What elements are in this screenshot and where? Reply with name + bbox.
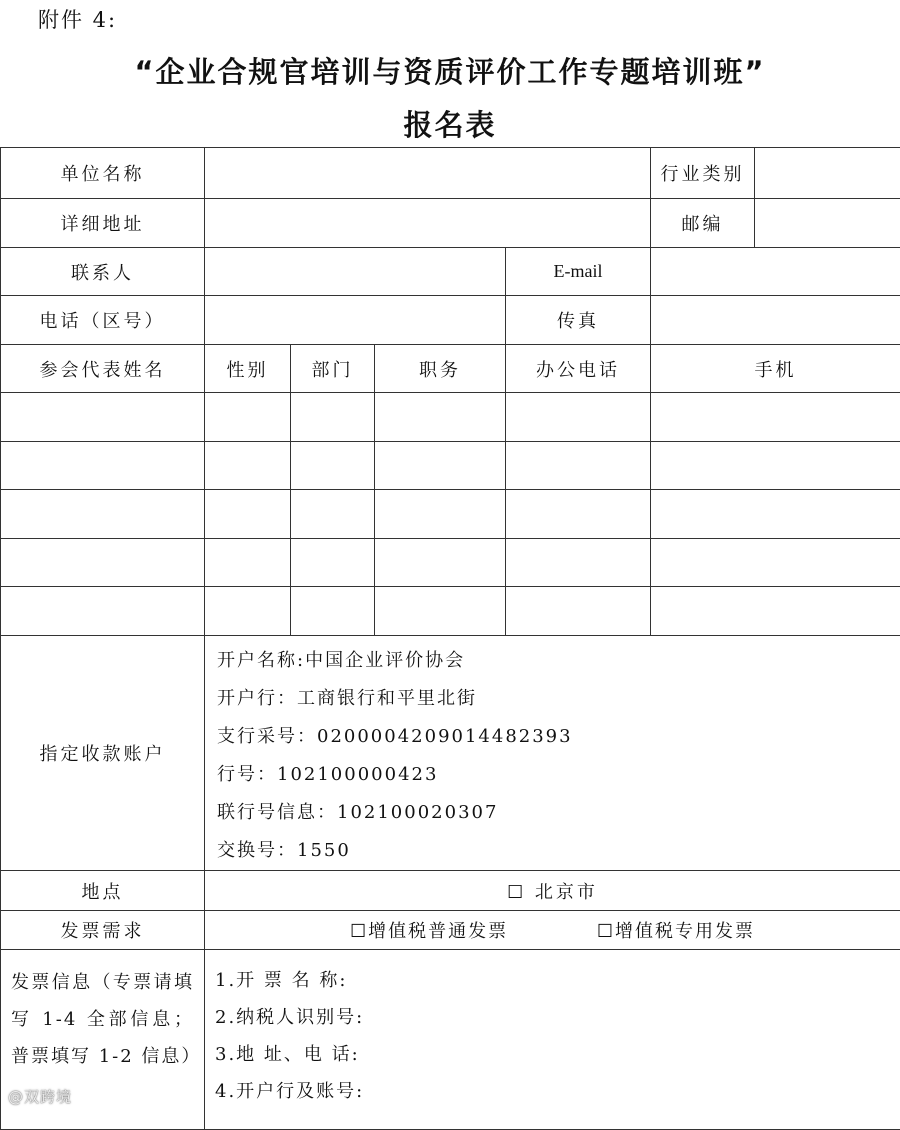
cell[interactable] <box>375 587 506 636</box>
cell[interactable] <box>1 393 205 442</box>
cell[interactable] <box>205 490 291 539</box>
invoice-need-options <box>205 911 900 950</box>
email-label: E-mail <box>506 248 651 296</box>
address-field[interactable] <box>205 199 651 248</box>
location-label: 地点 <box>1 871 205 911</box>
location-value: ☐ 北京市 <box>507 882 598 903</box>
postcode-field[interactable] <box>755 199 900 248</box>
cell[interactable] <box>1 539 205 587</box>
cell[interactable] <box>651 442 900 490</box>
cell[interactable] <box>291 539 375 587</box>
cell[interactable] <box>651 393 900 442</box>
account-exchange-line: 交换号：1550 <box>217 832 900 870</box>
invoice-taxid-line[interactable]: 2.纳税人识别号: <box>215 999 900 1036</box>
cell[interactable] <box>651 490 900 539</box>
watermark: @双跨境 <box>8 1086 72 1107</box>
contact-label: 联系人 <box>1 248 205 296</box>
account-label: 指定收款账户 <box>1 636 205 871</box>
header-office-phone: 办公电话 <box>506 345 651 393</box>
cell[interactable] <box>506 539 651 587</box>
location-option-beijing[interactable] <box>205 871 900 911</box>
account-name-line: 开户名称:中国企业评价协会 <box>217 642 900 680</box>
attachment-label: 附件 4: <box>38 4 117 34</box>
cell[interactable] <box>205 442 291 490</box>
cell[interactable] <box>205 539 291 587</box>
account-bank-code-line: 行号：102100000423 <box>217 756 900 794</box>
invoice-address-line[interactable]: 3.地 址、电 话: <box>215 1036 900 1073</box>
unit-name-label: 单位名称 <box>1 148 205 199</box>
cell[interactable] <box>291 393 375 442</box>
phone-label: 电话（区号） <box>1 296 205 345</box>
cell[interactable] <box>291 442 375 490</box>
cell[interactable] <box>1 442 205 490</box>
fax-field[interactable] <box>651 296 900 345</box>
cell[interactable] <box>375 539 506 587</box>
invoice-title-line[interactable]: 1.开 票 名 称: <box>215 962 900 999</box>
fax-label: 传真 <box>506 296 651 345</box>
industry-field[interactable] <box>755 148 900 199</box>
invoice-option-general[interactable]: ☐增值税普通发票 <box>350 917 508 943</box>
postcode-label: 邮编 <box>651 199 755 248</box>
cell[interactable] <box>375 442 506 490</box>
cell[interactable] <box>506 587 651 636</box>
cell[interactable] <box>291 587 375 636</box>
header-gender: 性别 <box>205 345 291 393</box>
cell[interactable] <box>375 393 506 442</box>
invoice-option-special[interactable]: ☐增值税专用发票 <box>597 917 755 943</box>
table-row <box>1 539 900 587</box>
cell[interactable] <box>651 587 900 636</box>
invoice-info <box>205 950 900 1130</box>
address-label: 详细地址 <box>1 199 205 248</box>
invoice-bank-line[interactable]: 4.开户行及账号: <box>215 1073 900 1110</box>
cell[interactable] <box>291 490 375 539</box>
form-title: “企业合规官培训与资质评价工作专题培训班” <box>0 50 900 91</box>
account-branch-line: 支行采号：0200004209014482393 <box>217 718 900 756</box>
contact-field[interactable] <box>205 248 506 296</box>
cell[interactable] <box>1 587 205 636</box>
invoice-need-label: 发票需求 <box>1 911 205 950</box>
account-info <box>205 636 900 871</box>
invoice-info-label: 发票信息（专票请填写 1-4 全部信息；普票填写 1-2 信息） <box>1 950 205 1130</box>
cell[interactable] <box>1 490 205 539</box>
table-row <box>1 490 900 539</box>
header-position: 职务 <box>375 345 506 393</box>
cell[interactable] <box>375 490 506 539</box>
unit-name-field[interactable] <box>205 148 651 199</box>
phone-field[interactable] <box>205 296 506 345</box>
account-bank-line: 开户行：工商银行和平里北街 <box>217 680 900 718</box>
email-field[interactable] <box>651 248 900 296</box>
cell[interactable] <box>506 442 651 490</box>
table-row <box>1 393 900 442</box>
cell[interactable] <box>205 393 291 442</box>
header-name: 参会代表姓名 <box>1 345 205 393</box>
industry-label: 行业类别 <box>651 148 755 199</box>
cell[interactable] <box>651 539 900 587</box>
registration-form-table <box>0 147 900 1130</box>
table-row <box>1 587 900 636</box>
cell[interactable] <box>506 393 651 442</box>
cell[interactable] <box>506 490 651 539</box>
form-subtitle: 报名表 <box>0 103 900 144</box>
header-department: 部门 <box>291 345 375 393</box>
account-union-code-line: 联行号信息：102100020307 <box>217 794 900 832</box>
table-row <box>1 442 900 490</box>
cell[interactable] <box>205 587 291 636</box>
header-mobile: 手机 <box>651 345 900 393</box>
